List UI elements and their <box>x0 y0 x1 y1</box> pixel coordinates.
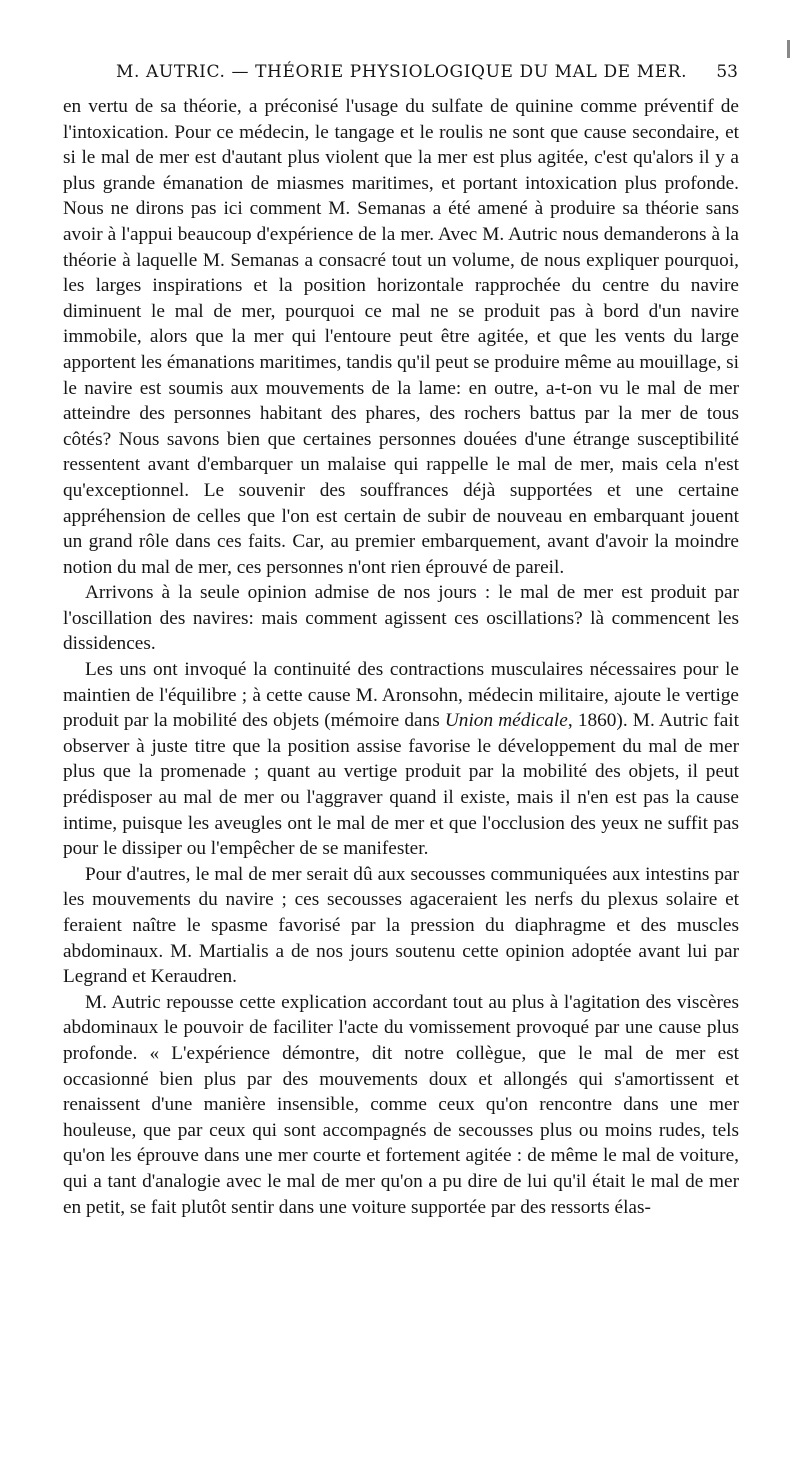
scan-edge-mark <box>787 40 790 58</box>
page-header <box>116 62 738 86</box>
journal-title: Union médicale <box>444 710 568 732</box>
paragraph-2: Arrivons à la seule opinion admise de nos jours : le mal de mer est produit par l'oscillation des navires: mais comment agissent ces oscillations? là commencent les dissidences. <box>63 582 739 655</box>
paragraph-3-text-b: , 1860). M. Autric fait observer à juste titre que la position assise favorise le développement du mal de mer plus que la promenade ; quant au vertige produit par la mobilité des objets, il peut prédisposer au mal de mer ou l'aggraver quand il existe, mais il n'en est pas la cause intime, puisque les aveugles ont le mal de mer et que l'occlusion des yeux ne suffit pas pour le dissiper ou l'empêcher de se manifester. <box>63 710 739 860</box>
paragraph-5: M. Autric repousse cette explication accordant tout au plus à l'agitation des viscères abdominaux le pouvoir de faciliter l'acte du vomissement provoqué par une cause plus profonde. « L'expérience démontre, dit notre collègue, que le mal de mer est occasionné bien plus par des mouvements doux et allongés qui s'amortissent et renaissent d'une manière insensible, comme ceux qu'on rencontre dans une mer houleuse, que par ceux qui sont accompagnés de secousses plus ou moins rudes, tels qu'on les éprouve dans une mer courte et fortement agitée : de même le mal de voiture, qui a tant d'analogie avec le mal de mer qu'on a pu dire de lui qu'il était le mal de mer en petit, se fait plutôt sentir dans une voiture supportée par des ressorts élas- <box>63 991 739 1218</box>
paragraph-1: en vertu de sa théorie, a préconisé l'usage du sulfate de quinine comme préventif de l'intoxication. Pour ce médecin, le tangage et le roulis ne sont que cause secondaire, et si le mal de mer est d'autant plus violent que la mer est plus agitée, c'est qu'alors il y a plus grande émanation de miasmes maritimes, et portant intoxication plus profonde. Nous ne dirons pas ici comment M. Semanas a été amené à produire sa théorie sans avoir à l'appui beaucoup d'expérience de la mer. Avec M. Autric nous demanderons à la théorie à laquelle M. Semanas a consacré tout un volume, de nous expliquer pourquoi, les larges inspirations et la position horizontale rapprochée du centre du navire diminuent le mal de mer, pourquoi ce mal ne se produit pas à bord d'un navire immobile, alors que la mer qui l'entoure peut être agitée, et que les vents du large apportent les émanations maritimes, tandis qu'il peut se produire même au mouillage, si le navire est soumis aux mouvements de la lame: en outre, a-t-on vu le mal de mer atteindre des personnes habitant des phares, des rochers battus par la mer de tous côtés? Nous savons bien que certaines personnes douées d'une étrange susceptibilité ressentent avant d'embarquer un malaise qui rappelle le mal de mer, mais cela n'est qu'exceptionnel. Le souvenir des souffrances déjà supportées et une certaine appréhension de celles que l'on est certain de subir de nouveau en embarquant jouent un grand rôle dans ces faits. Car, au premier embarquement, avant d'avoir la moindre notion du mal de mer, ces personnes n'ont rien éprouvé de pareil. <box>63 96 740 578</box>
paragraph-3 <box>63 657 739 862</box>
body-text <box>63 94 739 1220</box>
paragraph-4: Pour d'autres, le mal de mer serait dû aux secousses communiquées aux intestins par les mouvements du navire ; ces secousses agaceraient les nerfs du plexus solaire et feraient naître le spasme favorisé par la pression du diaphragme et des muscles abdominaux. M. Martialis a de nos jours soutenu cette opinion adoptée avant lui par Legrand et Keraudren. <box>63 863 739 988</box>
paragraph-3-text-a: Les uns ont invoqué la continuité des contractions musculaires nécessaires pour le maintien de l'équilibre ; à cette cause M. Aronsohn, médecin militaire, ajoute le vertige produit par la mobilité des objets (mémoire dans <box>63 659 739 732</box>
page-number: 53 <box>716 62 738 82</box>
running-head: M. AUTRIC. — THÉORIE PHYSIOLOGIQUE DU MAL DE MER. <box>116 62 688 82</box>
